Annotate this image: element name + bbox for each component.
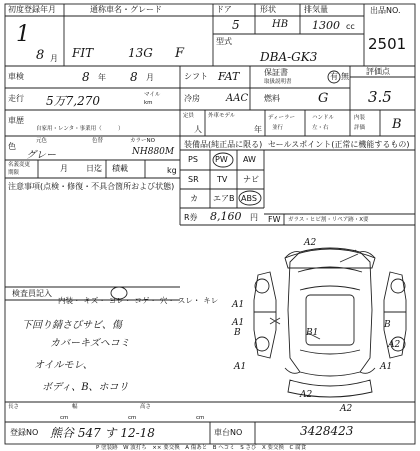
first-reg-value: 1	[16, 22, 30, 47]
lot-label: 出品NO.	[370, 6, 401, 15]
shape-label: 形状	[260, 5, 276, 14]
dealer-label-2: 並行	[272, 125, 284, 131]
dealer-label-1: ディーラー	[268, 115, 296, 121]
diagram-mark-top: A2	[304, 238, 317, 248]
mileage-unit2: km	[144, 100, 153, 106]
model-label: 外車モデル	[208, 113, 236, 119]
equip-item-4: TV	[217, 175, 228, 184]
shift-value: FAT	[218, 70, 240, 83]
name-change-label-1: 名義変更	[8, 162, 31, 168]
length-label: 長さ	[8, 404, 20, 410]
interior-label-2: 評価	[354, 125, 366, 131]
inspector-label: 検査員記入	[12, 289, 52, 298]
name-change-date: 日迄	[86, 164, 102, 173]
warranty-yes: 有	[330, 72, 338, 81]
mileage-label: 走行	[8, 94, 24, 103]
diagram-mark-center: B1	[306, 328, 319, 338]
fuel-label: 燃料	[264, 94, 280, 103]
name-change-label-2: 期限	[8, 170, 20, 176]
footer-legend: P 塗装跡 W 波打ち ×× 要交換 A 傷あと B ヘコミ S さび X 要交換 C 腐食	[96, 445, 307, 451]
first-reg-month: 8	[36, 48, 45, 63]
inspector-option: キズ・	[83, 296, 106, 305]
warranty-no: 無	[341, 72, 349, 81]
displacement-unit: cc	[346, 22, 355, 31]
model-unit: 年	[254, 125, 262, 134]
colorno-prefix: カラーNO	[130, 138, 155, 144]
grade-value: 13G	[128, 46, 153, 60]
fuel-value: G	[318, 91, 329, 106]
displacement-label: 排気量	[304, 5, 328, 14]
inspector-option: ヨレ・	[108, 296, 132, 305]
equip-item-8: ABS	[241, 194, 257, 203]
diagram-mark-right-b: B	[384, 320, 391, 330]
width-label: 幅	[72, 404, 78, 410]
capacity-label: 定員	[183, 113, 195, 119]
inspector-options	[58, 288, 221, 307]
inspector-note-3: オイルモレ、	[34, 360, 93, 371]
height-label: 高さ	[140, 404, 152, 410]
door-label: ドア	[216, 5, 232, 14]
capacity-unit: 人	[194, 125, 202, 134]
colorno-label: 色替	[92, 138, 104, 144]
width-unit: cm	[128, 415, 137, 421]
first-reg-month-unit: 月	[50, 54, 58, 63]
name-change-month: 月	[60, 164, 68, 173]
equip-item-3: SR	[188, 175, 199, 184]
inspection-year: 8	[82, 70, 90, 84]
inspector-option: コゲ・	[134, 296, 157, 305]
year-unit: 年	[98, 73, 106, 82]
diagram-mark-left-top: A1	[232, 300, 245, 310]
door-value: 5	[232, 18, 240, 32]
diagram-mark-bottom-right: A2	[340, 404, 353, 414]
color-label: 色	[8, 142, 16, 151]
mileage-value: 5万7,270	[46, 94, 100, 108]
history-options: 自家用・レンタ・事業用（ ）	[36, 126, 124, 132]
inspector-note-2: カバーキズヘコミ	[50, 338, 130, 349]
name-value: FIT	[72, 46, 94, 60]
equip-item-1: PW	[215, 155, 228, 164]
name-grade-label: 通称車名・グレード	[90, 5, 162, 14]
inspector-note-1: 下回り錆さびサビ、傷	[22, 320, 122, 331]
sales-point-label: セールスポイント(正常に機能するもの)	[268, 140, 410, 149]
interior-label-1: 内装	[354, 115, 366, 121]
registration-label: 登録NO	[10, 428, 39, 437]
diagram-mark-left-mid: A1	[232, 318, 245, 328]
chassis-value: 3428423	[300, 424, 354, 438]
displacement-value: 1300	[312, 19, 340, 32]
rcard-unit: 円	[250, 213, 258, 222]
height-unit: cm	[196, 415, 205, 421]
registration-value: 熊谷 547 す 12-18	[50, 426, 155, 440]
legend-glass: ガラス・ヒビ割・リペア跡・X要	[288, 217, 369, 223]
equip-item-7: エアB	[213, 194, 235, 203]
history-label: 車歴	[8, 116, 24, 125]
lot-value: 2501	[368, 35, 407, 53]
equip-item-2: AW	[243, 155, 256, 164]
load-label: 積載	[112, 164, 128, 173]
legend-fw: FW	[268, 215, 281, 224]
inspector-option: スレ・	[177, 296, 201, 305]
length-unit: cm	[60, 415, 69, 421]
equip-item-5: ナビ	[243, 175, 259, 184]
rcard-value: 8,160	[210, 210, 242, 223]
grade-suffix: F	[175, 46, 185, 61]
warranty-label-2: 取扱説明書	[264, 79, 292, 85]
color-value: グレー	[26, 150, 56, 161]
diagram-mark-left-b: B	[234, 328, 241, 338]
inspection-label: 車検	[8, 72, 24, 81]
notes-label: 注意事項(点検・修復・不具合箇所および状態)	[8, 182, 175, 191]
type-value: DBA-GK3	[260, 50, 318, 64]
type-label: 型式	[216, 37, 232, 46]
original-color-label: 元色	[36, 138, 48, 144]
ac-label: 冷房	[184, 94, 200, 103]
interior-value: B	[392, 117, 402, 132]
equipment-label: 装備品(純正品に限る)	[184, 140, 263, 149]
shape-value: HB	[272, 19, 289, 30]
handle-value: 左・右	[312, 125, 329, 131]
rcard-label: R券	[184, 213, 198, 222]
ac-value: AAC	[226, 93, 249, 104]
equip-item-0: PS	[188, 155, 198, 164]
grade-score: 3.5	[368, 88, 392, 106]
diagram-mark-bottom: A2	[300, 390, 313, 400]
mileage-unit: マイル	[144, 92, 161, 98]
chassis-label: 車台NO	[214, 428, 243, 437]
diagram-mark-right-bottom: A1	[380, 362, 393, 372]
diagram-mark-left-bottom: A1	[234, 362, 247, 372]
colorno-value: NH880M	[132, 147, 175, 157]
handle-label: ハンドル	[312, 115, 335, 121]
warranty-label-1: 保証書	[264, 68, 288, 77]
load-unit: kg	[167, 166, 177, 175]
inspector-option: キレ	[203, 296, 219, 305]
inspector-option: 穴・	[159, 296, 175, 305]
inspector-note-4: ボディ、B、ホコリ	[42, 382, 129, 393]
diagram-mark-right: A2	[388, 340, 401, 350]
inspection-month: 8	[130, 70, 138, 84]
inspector-option: 内装・	[58, 296, 81, 305]
first-reg-label: 初度登録年月	[8, 5, 56, 14]
grade-label: 評価点	[366, 67, 390, 76]
equip-item-6: カ	[190, 194, 198, 203]
shift-label: シフト	[184, 72, 208, 81]
month-unit: 月	[146, 73, 154, 82]
